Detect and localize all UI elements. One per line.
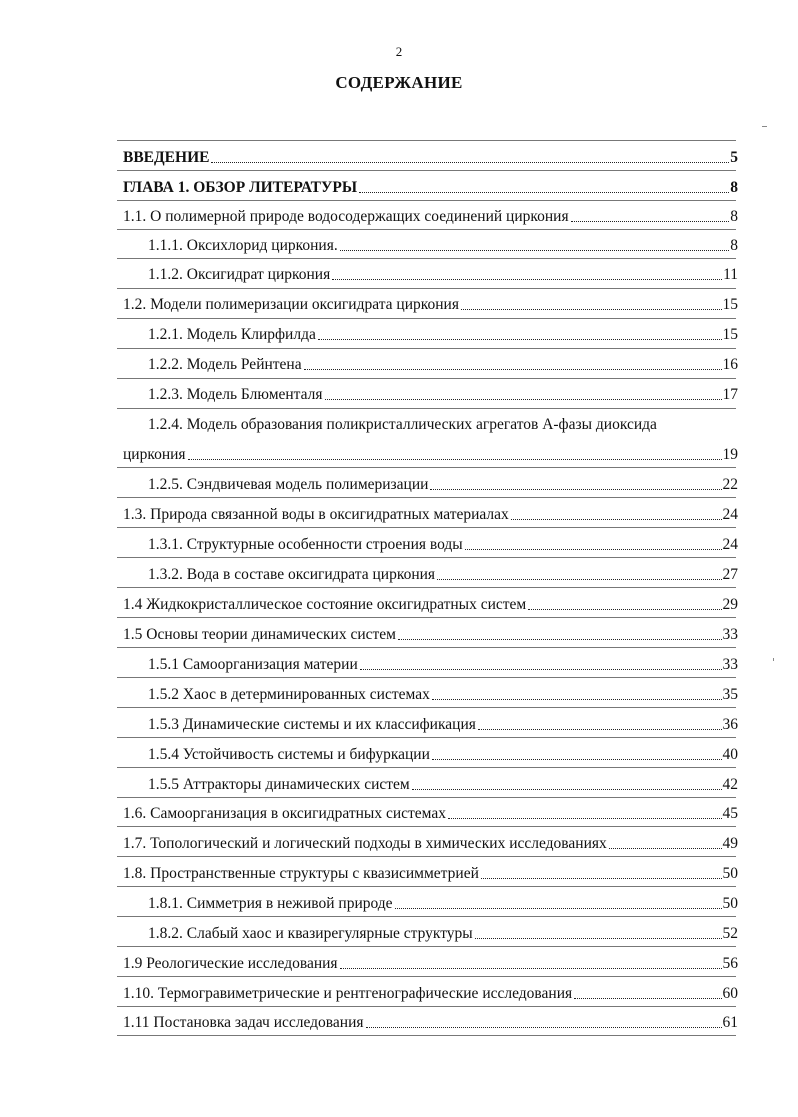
toc-dot-leader — [511, 518, 722, 520]
toc-entry-1-3-2[interactable] — [148, 562, 738, 584]
toc-entry-page: 16 — [722, 356, 738, 373]
toc-entry-1-8[interactable] — [123, 861, 738, 883]
toc-divider — [117, 707, 736, 708]
toc-entry-label: 1.8.1. Симметрия в неживой природе — [148, 895, 393, 912]
toc-divider — [117, 318, 736, 319]
toc-entry-1-6[interactable] — [123, 801, 738, 823]
toc-entry-label: 1.8. Пространственные структуры с квазисимметрией — [123, 865, 479, 882]
toc-entry-label: 1.1.2. Оксигидрат циркония — [148, 266, 331, 283]
toc-dot-leader — [528, 608, 721, 610]
toc-entry-label: 1.5.2 Хаос в детерминированных системах — [148, 686, 430, 703]
toc-divider — [117, 1035, 736, 1036]
toc-dot-leader — [325, 398, 722, 400]
toc-divider — [117, 677, 736, 678]
toc-entry-page: 45 — [722, 805, 738, 822]
scan-artifact — [773, 658, 774, 661]
toc-entry-page: 22 — [722, 476, 738, 493]
toc-entry-label: 1.7. Топологический и логический подходы в химических исследованиях — [123, 835, 607, 852]
toc-entry-1-2-5[interactable] — [148, 472, 738, 494]
toc-entry-page: 15 — [722, 326, 738, 343]
toc-entry-1-1[interactable] — [123, 204, 738, 226]
toc-entry-1-2-4-continued[interactable] — [123, 442, 738, 464]
toc-dot-leader — [478, 728, 722, 730]
toc-divider — [117, 557, 736, 558]
toc-entry-label: 1.2.5. Сэндвичевая модель полимеризации — [148, 476, 429, 493]
toc-entry-label: 1.4 Жидкокристаллическое состояние оксигидратных систем — [123, 596, 527, 613]
toc-divider — [117, 1006, 736, 1007]
toc-dot-leader — [481, 877, 722, 879]
toc-entry-1-5-5[interactable] — [148, 772, 738, 794]
toc-entry-1-3-1[interactable] — [148, 532, 738, 554]
toc-entry-1-5[interactable] — [123, 622, 738, 644]
toc-entry-page: 27 — [722, 566, 738, 583]
toc-entry-page: 33 — [722, 656, 738, 673]
toc-dot-leader — [430, 488, 721, 490]
toc-divider — [117, 976, 736, 977]
toc-entry-page: 49 — [722, 835, 738, 852]
toc-entry-label: 1.5 Основы теории динамических систем — [123, 626, 396, 643]
toc-divider — [117, 200, 736, 201]
toc-entry-page: 24 — [722, 506, 738, 523]
toc-entry-label: 1.6. Самоорганизация в оксигидратных системах — [123, 805, 447, 822]
toc-entry-label: 1.1. О полимерной природе водосодержащих соединений циркония — [123, 208, 569, 225]
toc-entry-page: 52 — [722, 925, 738, 942]
toc-entry-1-2-4[interactable] — [148, 412, 738, 434]
toc-entry-label: 1.2.2. Модель Рейнтена — [148, 356, 302, 373]
toc-entry-label: 1.9 Реологические исследования — [123, 955, 338, 972]
toc-entry-introduction[interactable] — [123, 145, 738, 167]
toc-dot-leader — [437, 578, 721, 580]
page-number: 2 — [395, 44, 403, 59]
toc-dot-leader — [412, 788, 722, 790]
toc-dot-leader — [395, 907, 722, 909]
page-title: СОДЕРЖАНИЕ — [335, 73, 463, 92]
toc-entry-label-continued: циркония — [123, 446, 186, 463]
scan-artifact — [762, 126, 767, 127]
toc-entry-1-2-3[interactable] — [148, 382, 738, 404]
toc-dot-leader — [609, 847, 722, 849]
toc-divider — [117, 288, 736, 289]
toc-entry-label: 1.1.1. Оксихлорид циркония. — [148, 237, 338, 254]
toc-entry-page: 29 — [722, 596, 738, 613]
toc-entry-1-11[interactable] — [123, 1010, 738, 1032]
toc-divider — [117, 617, 736, 618]
toc-entry-label: 1.2.3. Модель Блюменталя — [148, 386, 323, 403]
toc-divider — [117, 826, 736, 827]
toc-entry-1-3[interactable] — [123, 502, 738, 524]
toc-entry-1-4[interactable] — [123, 592, 738, 614]
toc-dot-leader — [461, 308, 722, 310]
toc-divider — [117, 856, 736, 857]
toc-entry-1-1-2[interactable] — [148, 262, 738, 284]
toc-entry-label: ГЛАВА 1. ОБЗОР ЛИТЕРАТУРЫ — [123, 179, 358, 196]
toc-dot-leader — [432, 758, 722, 760]
toc-entry-1-5-2[interactable] — [148, 682, 738, 704]
toc-dot-leader — [571, 220, 730, 222]
toc-entry-label: 1.5.1 Самоорганизация материи — [148, 656, 358, 673]
toc-entry-label: 1.10. Термогравиметрические и рентгенографические исследования — [123, 985, 573, 1002]
toc-entry-page: 8 — [730, 208, 738, 225]
toc-entry-page: 50 — [722, 895, 738, 912]
toc-dot-leader — [432, 698, 722, 700]
toc-entry-page: 36 — [722, 716, 738, 733]
toc-entry-1-7[interactable] — [123, 831, 738, 853]
toc-divider — [117, 587, 736, 588]
toc-divider — [117, 348, 736, 349]
toc-entry-label: 1.5.4 Устойчивость системы и бифуркации — [148, 746, 430, 763]
toc-divider — [117, 527, 736, 528]
toc-dot-leader — [340, 249, 730, 251]
toc-entry-page: 35 — [722, 686, 738, 703]
toc-dot-leader — [359, 191, 729, 193]
toc-entry-page: 19 — [722, 446, 738, 463]
toc-divider — [117, 408, 736, 409]
toc-entry-page: 11 — [723, 266, 738, 283]
toc-dot-leader — [318, 338, 722, 340]
toc-entry-1-5-3[interactable] — [148, 712, 738, 734]
toc-entry-page: 15 — [722, 296, 738, 313]
toc-entry-label: 1.8.2. Слабый хаос и квазирегулярные структуры — [148, 925, 473, 942]
toc-dot-leader — [360, 668, 722, 670]
toc-entry-page: 42 — [722, 776, 738, 793]
toc-entry-1-1-1[interactable] — [148, 233, 738, 255]
toc-divider — [117, 737, 736, 738]
toc-entry-1-9[interactable] — [123, 951, 738, 973]
toc-entry-1-8-2[interactable] — [148, 921, 738, 943]
toc-dot-leader — [332, 278, 722, 280]
toc-divider — [117, 946, 736, 947]
toc-dot-leader — [475, 937, 722, 939]
toc-entry-label: 1.5.3 Динамические системы и их классификация — [148, 716, 476, 733]
toc-divider — [117, 497, 736, 498]
toc-divider — [117, 378, 736, 379]
toc-entry-label: 1.2. Модели полимеризации оксигидрата циркония — [123, 296, 459, 313]
toc-entry-page: 17 — [722, 386, 738, 403]
toc-divider — [117, 797, 736, 798]
toc-entry-1-5-4[interactable] — [148, 742, 738, 764]
toc-entry-label: ВВЕДЕНИЕ — [123, 149, 210, 166]
toc-entry-page: 61 — [722, 1014, 738, 1031]
toc-entry-1-2-1[interactable] — [148, 322, 738, 344]
toc-entry-page: 8 — [730, 237, 738, 254]
toc-dot-leader — [211, 161, 729, 163]
toc-dot-leader — [304, 368, 722, 370]
toc-entry-label: 1.2.4. Модель образования поликристаллических агрегатов А-фазы диоксида — [148, 416, 657, 433]
toc-entry-label: 1.3.1. Структурные особенности строения воды — [148, 536, 463, 553]
toc-entry-1-10[interactable] — [123, 981, 738, 1003]
toc-entry-page: 5 — [730, 149, 738, 166]
toc-dot-leader — [574, 997, 721, 999]
toc-divider — [117, 140, 736, 141]
toc-dot-leader — [340, 967, 722, 969]
toc-entry-1-8-1[interactable] — [148, 891, 738, 913]
toc-entry-1-5-1[interactable] — [148, 652, 738, 674]
toc-divider — [117, 258, 736, 259]
toc-entry-page: 56 — [722, 955, 738, 972]
toc-dot-leader — [448, 817, 721, 819]
toc-dot-leader — [188, 458, 722, 460]
toc-dot-leader — [398, 638, 722, 640]
toc-entry-chapter-1[interactable] — [123, 175, 738, 197]
toc-divider — [117, 767, 736, 768]
toc-entry-label: 1.2.1. Модель Клирфилда — [148, 326, 316, 343]
toc-entry-page: 24 — [722, 536, 738, 553]
toc-divider — [117, 886, 736, 887]
toc-entry-1-2-2[interactable] — [148, 352, 738, 374]
toc-dot-leader — [465, 548, 722, 550]
toc-dot-leader — [366, 1026, 722, 1028]
toc-divider — [117, 229, 736, 230]
toc-divider — [117, 467, 736, 468]
toc-entry-page: 33 — [722, 626, 738, 643]
toc-divider — [117, 647, 736, 648]
toc-entry-page: 60 — [722, 985, 738, 1002]
toc-entry-1-2[interactable] — [123, 292, 738, 314]
toc-divider — [117, 170, 736, 171]
toc-entry-page: 40 — [722, 746, 738, 763]
toc-entry-page: 8 — [730, 179, 738, 196]
toc-entry-label: 1.5.5 Аттракторы динамических систем — [148, 776, 410, 793]
toc-divider — [117, 916, 736, 917]
toc-entry-label: 1.3. Природа связанной воды в оксигидратных материалах — [123, 506, 509, 523]
toc-entry-label: 1.3.2. Вода в составе оксигидрата циркония — [148, 566, 436, 583]
toc-entry-page: 50 — [722, 865, 738, 882]
toc-entry-label: 1.11 Постановка задач исследования — [123, 1014, 364, 1031]
